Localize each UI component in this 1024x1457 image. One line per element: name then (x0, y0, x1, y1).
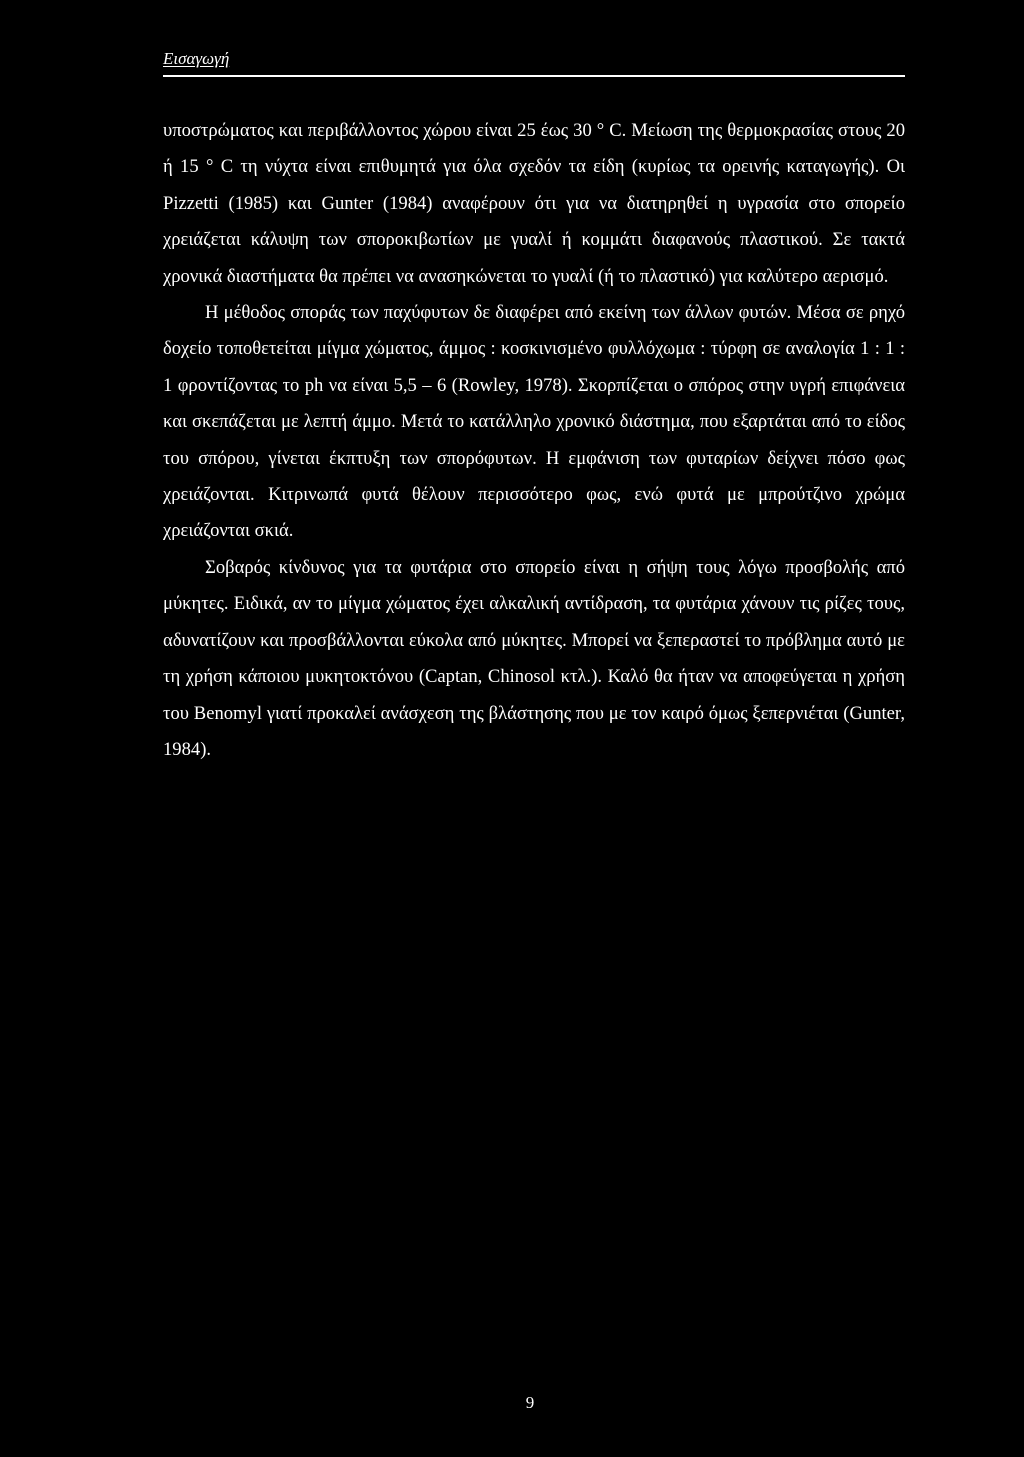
header-title: Εισαγωγή (163, 49, 230, 68)
header-rule (163, 75, 905, 77)
paragraph-3: Σοβαρός κίνδυνος για τα φυτάρια στο σπορείο είναι η σήψη τους λόγω προσβολής από μύκητες. Ειδικά, αν το μίγμα χώματος έχει αλκαλική αντίδραση, τα φυτάρια χάνουν τις ρίζες τους, αδυνατίζουν και προσβάλλονται εύκολα από μύκητες. Μπορεί να ξεπεραστεί το πρόβλημα αυτό με τη χρήση κάποιου μυκητοκτόνου (Captan, Chinosol κτλ.). Καλό θα ήταν να αποφεύγεται η χρήση του Benomyl γιατί προκαλεί ανάσχεση της βλάστησης που με τον καιρό όμως ξεπερνιέται (Gunter, 1984). (163, 556, 905, 760)
paragraph-1: υποστρώματος και περιβάλλοντος χώρου είναι 25 έως 30 ° C. Μείωση της θερμοκρασίας στους 20 ή 15 ° C τη νύχτα είναι επιθυμητά για όλα σχεδόν τα είδη (κυρίως τα ορεινής καταγωγής). Οι Pizzetti (1985) και Gunter (1984) αναφέρουν ότι για να διατηρηθεί η υγρασία στο σπορείο χρειάζεται κάλυψη των σποροκιβωτίων με γυαλί ή κομμάτι διαφανούς πλαστικού. Σε τακτά χρονικά διαστήματα θα πρέπει να ανασηκώνεται το γυαλί (ή το πλαστικό) για καλύτερο αερισμό. (163, 120, 905, 287)
body-text (163, 113, 905, 768)
page-number: 9 (525, 1393, 535, 1412)
paragraph-2: Η μέθοδος σποράς των παχύφυτων δε διαφέρει από εκείνη των άλλων φυτών. Μέσα σε ρηχό δοχείο τοποθετείται μίγμα χώματος, άμμος : κοσκινισμένο φυλλόχωμα : τύρφη σε αναλογία 1 : 1 : 1 φροντίζοντας το ph να είναι 5,5 – 6 (Rowley, 1978). Σκορπίζεται ο σπόρος στην υγρή επιφάνεια και σκεπάζεται με λεπτή άμμο. Μετά το κατάλληλο χρονικό διάστημα, που εξαρτάται από το είδος του σπόρου, γίνεται έκπτυξη των σπορόφυτων. Η εμφάνιση των φυταρίων δείχνει πόσο φως χρειάζονται. Κιτρινωπά φυτά θέλουν περισσότερο φως, ενώ φυτά με μπρούτζινο χρώμα χρειάζονται σκιά. (163, 302, 905, 542)
running-header (163, 48, 905, 70)
